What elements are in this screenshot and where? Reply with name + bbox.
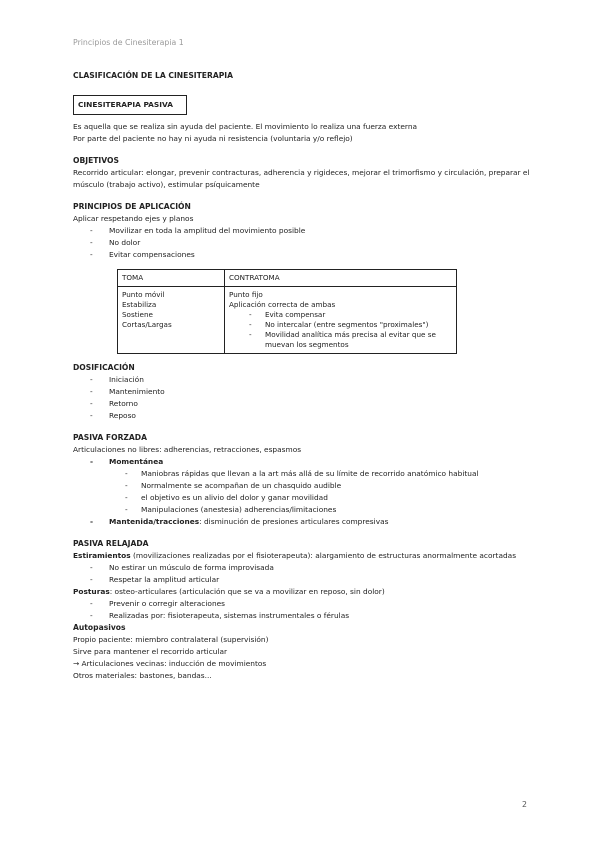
list-item: - Iniciación: [73, 374, 533, 386]
principios-heading: PRINCIPIOS DE APLICACIÓN: [73, 202, 191, 211]
autopasivos-line: → Articulaciones vecinas: inducción de movimientos: [73, 659, 267, 668]
posturas-label: Posturas: [73, 587, 110, 596]
posturas-line: [73, 586, 533, 598]
forzada-intro: Articulaciones no libres: adherencias, retracciones, espasmos: [73, 445, 302, 454]
momentanea-label-text: Momentánea: [109, 457, 164, 466]
list-item: - Prevenir o corregir alteraciones: [73, 598, 533, 610]
objetivos-heading: OBJETIVOS: [73, 156, 119, 165]
mantenida-text: : disminución de presiones articulares compresivas: [199, 517, 389, 526]
list-item: - No dolor: [73, 237, 533, 249]
boxed-heading: CINESITERAPIA PASIVA: [73, 95, 187, 115]
autopasivos-line: Propio paciente: miembro contralateral (supervisión): [73, 635, 269, 644]
mantenida-label: Mantenida/tracciones: [109, 517, 200, 526]
table-line: Estabiliza: [122, 300, 157, 309]
table-cell-contratoma: [225, 287, 457, 354]
list-item: - Maniobras rápidas que llevan a la art más allá de su límite de recorrido anatómico habitual: [73, 468, 533, 480]
page-header: Principios de Cinesiterapia 1: [73, 38, 184, 47]
objetivos-text: Recorrido articular: elongar, prevenir contracturas, adherencia y rigideces, mejorar el trimorfismo y circulación, preparar el músculo (trabajo activo), estimular psíquicamente: [73, 168, 530, 189]
table-line: Aplicación correcta de ambas: [229, 300, 336, 309]
intro-line-1: Es aquella que se realiza sin ayuda del paciente. El movimiento lo realiza una fuerza externa: [73, 122, 418, 131]
principios-intro: Aplicar respetando ejes y planos: [73, 214, 194, 223]
list-item: - Respetar la amplitud articular: [73, 574, 533, 586]
list-item: - Movilizar en toda la amplitud del movimiento posible: [73, 225, 533, 237]
list-item: - el objetivo es un alivio del dolor y ganar movilidad: [73, 492, 533, 504]
relajada-heading: PASIVA RELAJADA: [73, 539, 149, 548]
table-line: Punto fijo: [229, 290, 263, 299]
mantenida-item: [73, 516, 533, 528]
posturas-text: : osteo-articulares (articulación que se va a movilizar en reposo, sin dolor): [109, 587, 385, 596]
table-list-item: - Evita compensar: [229, 310, 452, 320]
list-item: - Evitar compensaciones: [73, 249, 533, 261]
table-cell-toma: [118, 287, 225, 354]
page-number: 2: [522, 800, 527, 809]
list-item: - Manipulaciones (anestesia) adherencias/limitaciones: [73, 504, 533, 516]
table-header-contratoma: CONTRATOMA: [225, 270, 457, 287]
list-item: - No estirar un músculo de forma improvisada: [73, 562, 533, 574]
estiramientos-line: [73, 550, 533, 562]
list-item: - Realizadas por: fisioterapeuta, sistemas instrumentales o férulas: [73, 610, 533, 622]
document-body: [73, 70, 533, 682]
list-item: - Normalmente se acompañan de un chasquido audible: [73, 480, 533, 492]
momentanea-label: [73, 456, 533, 468]
toma-contratoma-table: [117, 269, 457, 354]
estiramientos-text: (movilizaciones realizadas por el fisioterapeuta): alargamiento de estructuras anormalmente acortadas: [130, 551, 517, 560]
autopasivos-line: Otros materiales: bastones, bandas...: [73, 671, 212, 680]
forzada-heading: PASIVA FORZADA: [73, 433, 147, 442]
table-line: Punto móvil: [122, 290, 165, 299]
estiramientos-label: Estiramientos: [73, 551, 131, 560]
table-line: Cortas/Largas: [122, 320, 172, 329]
list-item: - Retorno: [73, 398, 533, 410]
table-list-item: - No intercalar (entre segmentos "proximales"): [229, 320, 452, 330]
autopasivos-label: Autopasivos: [73, 623, 126, 632]
list-item: - Reposo: [73, 410, 533, 422]
table-list-item: - Movilidad analítica más precisa al evitar que se muevan los segmentos: [229, 330, 452, 350]
autopasivos-line: Sirve para mantener el recorrido articular: [73, 647, 228, 656]
list-item: - Mantenimiento: [73, 386, 533, 398]
page-title: CLASIFICACIÓN DE LA CINESITERAPIA: [73, 71, 233, 80]
table-line: Sostiene: [122, 310, 153, 319]
table-header-toma: TOMA: [118, 270, 225, 287]
intro-line-2: Por parte del paciente no hay ni ayuda ni resistencia (voluntaria y/o reflejo): [73, 134, 353, 143]
dosificacion-heading: DOSIFICACIÓN: [73, 363, 135, 372]
